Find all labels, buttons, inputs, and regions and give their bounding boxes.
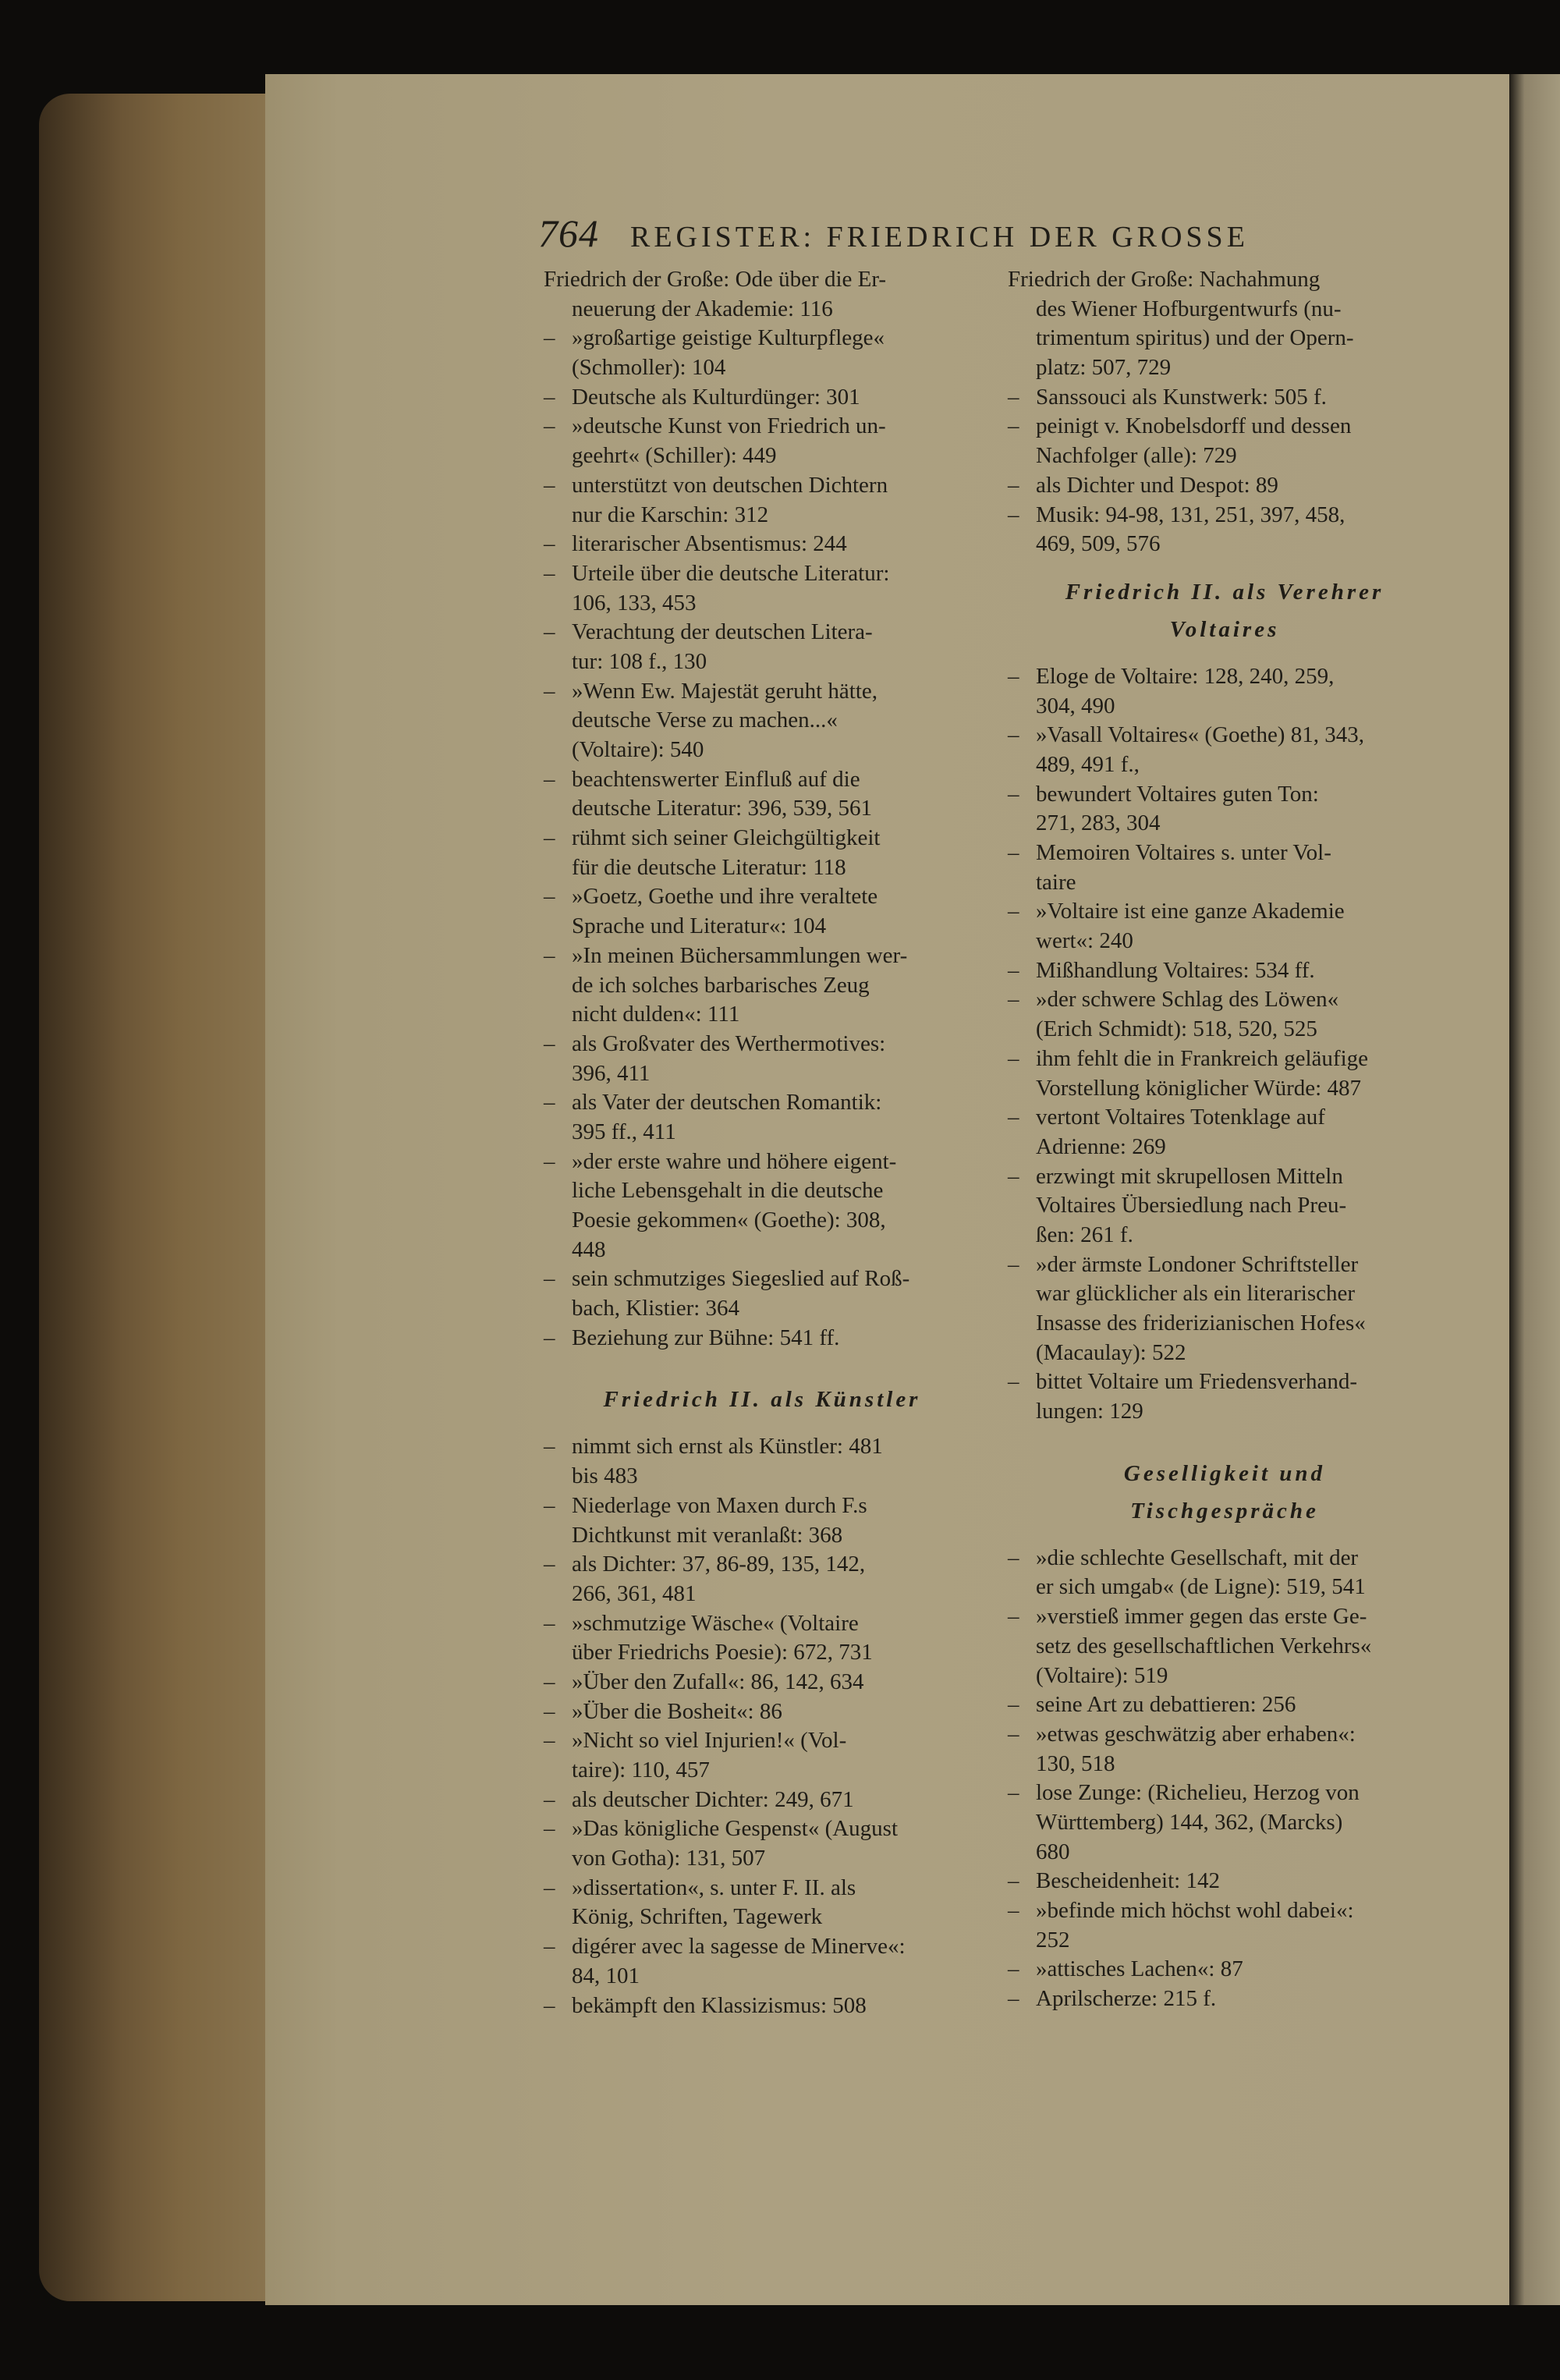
page-title: REGISTER: FRIEDRICH DER GROSSE — [630, 221, 1249, 254]
entry-line: (Voltaire): 519 — [1036, 1662, 1168, 1688]
entry-line — [544, 1030, 980, 1059]
left-column — [544, 265, 980, 2020]
entry-text: Beziehung zur Bühne: 541 ff. — [572, 1325, 840, 1350]
entry-dash: – — [544, 1816, 555, 1842]
entry-dash: – — [1008, 1956, 1019, 1982]
entry-text: »deutsche Kunst von Friedrich un- — [572, 413, 886, 439]
entry-text: Sanssouci als Kunstwerk: 505 f. — [1036, 384, 1327, 410]
entry-text: »Goetz, Goethe und ihre veraltete — [572, 884, 878, 910]
entry-text: beachtenswerter Einfluß auf die — [572, 766, 860, 792]
entry-text: als Dichter: 37, 86-89, 135, 142, — [572, 1552, 866, 1577]
entry-dash: – — [1008, 384, 1019, 410]
entry-text: Urteile über die deutsche Literatur: — [572, 560, 890, 586]
entry-line — [1008, 1896, 1441, 1926]
entry-line — [1008, 985, 1441, 1015]
entry-line — [544, 618, 980, 647]
entry-line — [1008, 1985, 1441, 2014]
section-gap — [1008, 1427, 1441, 1455]
entry-text: Aprilscherze: 215 f. — [1036, 1986, 1217, 2012]
entry-line — [1008, 1602, 1441, 1632]
entry-dash: – — [544, 678, 555, 704]
entry-text: nimmt sich ernst als Künstler: 481 — [572, 1434, 883, 1460]
entry-line: 266, 361, 481 — [572, 1580, 697, 1606]
entry-text: ihm fehlt die in Frankreich geläufige — [1036, 1045, 1368, 1071]
entry-text: »Wenn Ew. Majestät geruht hätte, — [572, 678, 878, 704]
entry-text: peinigt v. Knobelsdorff und dessen — [1036, 413, 1352, 439]
entry-line: Voltaires Übersiedlung nach Preu- — [1036, 1193, 1347, 1218]
entry-line: nur die Karschin: 312 — [572, 502, 769, 527]
entry-dash: – — [544, 1552, 555, 1577]
entry-text: Mißhandlung Voltaires: 534 ff. — [1036, 957, 1315, 983]
entry-line — [544, 559, 980, 589]
entry-dash: – — [544, 384, 555, 410]
entry-text: Memoiren Voltaires s. unter Vol- — [1036, 840, 1331, 865]
entry-dash: – — [544, 1728, 555, 1754]
entry-line: Sprache und Literatur«: 104 — [572, 913, 827, 939]
entry-line: für die deutsche Literatur: 118 — [572, 854, 846, 880]
entry-text: digérer avec la sagesse de Minerve«: — [572, 1934, 906, 1960]
entry-line: (Schmoller): 104 — [572, 355, 726, 381]
entry-dash: – — [544, 1669, 555, 1694]
entry-line: liche Lebensgehalt in die deutsche — [572, 1178, 884, 1204]
entry-line — [1008, 1162, 1441, 1192]
entry-dash: – — [544, 413, 555, 439]
entry-dash: – — [544, 1698, 555, 1724]
book-page-edges — [39, 94, 273, 2301]
entry-dash: – — [1008, 502, 1019, 527]
entry-dash: – — [544, 531, 555, 557]
entry-line: setz des gesellschaftlichen Verkehrs« — [1036, 1633, 1372, 1658]
entry-line — [1008, 1867, 1441, 1896]
entry-line: deutsche Literatur: 396, 539, 561 — [572, 796, 872, 821]
entry-dash: – — [1008, 957, 1019, 983]
entry-line: geehrt« (Schiller): 449 — [572, 443, 777, 469]
entry-line — [1008, 721, 1441, 750]
entry-line — [1008, 1367, 1441, 1397]
entry-dash: – — [1008, 1105, 1019, 1130]
entry-dash: – — [1008, 1251, 1019, 1277]
entry-text: »Vasall Voltaires« (Goethe) 81, 343, — [1036, 722, 1364, 748]
entry-line: Poesie gekommen« (Goethe): 308, — [572, 1208, 886, 1233]
entry-text: »In meinen Büchersammlungen wer- — [572, 942, 908, 968]
entry-dash: – — [1008, 722, 1019, 748]
entry-line — [1008, 897, 1441, 927]
section-heading-kuenstler: Friedrich II. als Künstler — [603, 1387, 921, 1413]
entry-text: lose Zunge: (Richelieu, Herzog von — [1036, 1780, 1360, 1806]
entry-line: taire — [1036, 869, 1076, 895]
entry-text: seine Art zu debattieren: 256 — [1036, 1692, 1296, 1718]
entry-text: »der schwere Schlag des Löwen« — [1036, 987, 1339, 1013]
entry-dash: – — [544, 825, 555, 851]
entry-line: über Friedrichs Poesie): 672, 731 — [572, 1640, 873, 1665]
entry-line — [544, 1814, 980, 1844]
entry-text: Eloge de Voltaire: 128, 240, 259, — [1036, 663, 1335, 689]
entry-dash: – — [1008, 1604, 1019, 1630]
entry-line — [544, 1432, 980, 1462]
entry-line — [544, 824, 980, 853]
entry-dash: – — [544, 325, 555, 351]
entry-line: er sich umgab« (de Ligne): 519, 541 — [1036, 1574, 1366, 1600]
section-heading-voltaires: Voltaires — [1169, 616, 1280, 642]
entry-dash: – — [1008, 1868, 1019, 1894]
entry-dash: – — [544, 1090, 555, 1116]
entry-line — [544, 324, 980, 353]
entry-line — [544, 471, 980, 501]
section-gap — [1008, 648, 1441, 662]
section-heading-tischgespraeche: Tischgespräche — [1130, 1498, 1319, 1523]
entry-line — [1008, 780, 1441, 810]
entry-line — [544, 1697, 980, 1727]
entry-text: erzwingt mit skrupellosen Mitteln — [1036, 1163, 1343, 1189]
entry-line — [1008, 412, 1441, 442]
entry-line: lungen: 129 — [1036, 1399, 1143, 1424]
entry-line: 489, 491 f., — [1036, 751, 1140, 777]
entry-line — [544, 1491, 980, 1521]
entry-line: de ich solches barbarisches Zeug — [572, 972, 870, 998]
entry-line — [544, 1932, 980, 1962]
entry-dash: – — [1008, 1721, 1019, 1747]
entry-dash: – — [1008, 1163, 1019, 1189]
entry-line: bis 483 — [572, 1463, 638, 1489]
entry-dash: – — [544, 1492, 555, 1518]
entry-line — [1008, 956, 1441, 986]
entry-text: bewundert Voltaires guten Ton: — [1036, 781, 1319, 807]
entry-text: literarischer Absentismus: 244 — [572, 531, 847, 557]
entry-text: bekämpft den Klassizismus: 508 — [572, 1992, 867, 2018]
section-gap — [544, 1353, 980, 1381]
entry-line: wert«: 240 — [1036, 928, 1133, 954]
entry-line: (Voltaire): 540 — [572, 737, 704, 762]
entry-dash: – — [544, 766, 555, 792]
entry-text: rühmt sich seiner Gleichgültigkeit — [572, 825, 881, 851]
entry-text: »der erste wahre und höhere eigent- — [572, 1148, 897, 1174]
entry-line — [1008, 839, 1441, 868]
entry-dash: – — [1008, 899, 1019, 924]
entry-text: Verachtung der deutschen Litera- — [572, 619, 873, 645]
entry-text: Musik: 94-98, 131, 251, 397, 458, — [1036, 502, 1346, 527]
entry-line — [544, 1609, 980, 1639]
entry-dash: – — [544, 1934, 555, 1960]
entry-dash: – — [544, 1030, 555, 1056]
entry-head-line: Friedrich der Große: Ode über die Er- — [544, 267, 887, 292]
entry-dash: – — [544, 1610, 555, 1636]
entry-text: »befinde mich höchst wohl dabei«: — [1036, 1898, 1354, 1923]
section-heading-geselligkeit: Geselligkeit und — [1123, 1460, 1326, 1486]
entry-line — [544, 1264, 980, 1294]
entry-text: »großartige geistige Kulturpflege« — [572, 325, 885, 351]
entry-line: nicht dulden«: 111 — [572, 1002, 740, 1027]
entry-line: des Wiener Hofburgentwurfs (nu- — [1036, 296, 1342, 321]
entry-line — [544, 1874, 980, 1903]
entry-text: als Dichter und Despot: 89 — [1036, 472, 1278, 498]
entry-line: Insasse des friderizianischen Hofes« — [1036, 1311, 1366, 1335]
section-gap — [544, 1418, 980, 1432]
entry-dash: – — [1008, 1045, 1019, 1071]
entry-text: Niederlage von Maxen durch F.s — [572, 1492, 867, 1518]
entry-dash: – — [1008, 781, 1019, 807]
section-heading-verehrer: Friedrich II. als Verehrer — [1065, 579, 1384, 605]
entry-line — [544, 1786, 980, 1815]
entry-line — [1008, 1779, 1441, 1808]
entry-text: »Das königliche Gespenst« (August — [572, 1816, 899, 1842]
entry-line: ßen: 261 f. — [1036, 1222, 1133, 1247]
entry-line: tur: 108 f., 130 — [572, 648, 707, 674]
entry-dash: – — [1008, 1692, 1019, 1718]
entry-line: (Macaulay): 522 — [1036, 1339, 1186, 1365]
entry-line: war glücklicher als ein literarischer — [1036, 1281, 1356, 1307]
entry-line — [544, 1088, 980, 1118]
entry-line — [1008, 1955, 1441, 1985]
entry-line — [544, 882, 980, 912]
entry-dash: – — [544, 1325, 555, 1350]
entry-dash: – — [544, 1434, 555, 1460]
entry-line: 130, 518 — [1036, 1750, 1115, 1776]
entry-line: trimentum spiritus) und der Opern- — [1036, 325, 1354, 351]
section-gap — [1008, 559, 1441, 573]
entry-line: taire): 110, 457 — [572, 1758, 710, 1782]
entry-text: als deutscher Dichter: 249, 671 — [572, 1786, 854, 1812]
entry-dash: – — [544, 942, 555, 968]
entry-head-line: Friedrich der Große: Nachahmung — [1008, 267, 1321, 292]
entry-line — [544, 530, 980, 559]
entry-line: Adrienne: 269 — [1036, 1133, 1166, 1159]
entry-line — [544, 1668, 980, 1697]
entry-text: sein schmutziges Siegeslied auf Roß- — [572, 1266, 910, 1292]
entry-text: »Voltaire ist eine ganze Akademie — [1036, 899, 1345, 924]
entry-line: König, Schriften, Tagewerk — [572, 1904, 823, 1930]
entry-line: 396, 411 — [572, 1060, 651, 1086]
entry-line: Dichtkunst mit veranlaßt: 368 — [572, 1522, 843, 1548]
entry-line — [544, 942, 980, 971]
entry-line: 106, 133, 453 — [572, 590, 697, 615]
entry-line: 84, 101 — [572, 1963, 640, 1988]
entry-line — [1008, 1720, 1441, 1750]
entry-line — [1008, 1690, 1441, 1720]
page-header — [538, 211, 1349, 265]
entry-text: »der ärmste Londoner Schriftsteller — [1036, 1251, 1359, 1277]
entry-dash: – — [544, 1992, 555, 2018]
entry-dash: – — [544, 560, 555, 586]
entry-dash: – — [544, 472, 555, 498]
entry-dash: – — [1008, 1369, 1019, 1395]
entry-line — [544, 765, 980, 795]
entry-dash: – — [544, 619, 555, 645]
facing-page-edge — [1509, 74, 1560, 2305]
entry-line — [1008, 1045, 1441, 1074]
entry-line: 271, 283, 304 — [1036, 810, 1161, 836]
entry-dash: – — [544, 884, 555, 910]
entry-line — [544, 412, 980, 442]
entry-dash: – — [1008, 472, 1019, 498]
entry-line — [544, 677, 980, 707]
entry-line: Vorstellung königlicher Würde: 487 — [1036, 1075, 1361, 1101]
entry-line — [544, 1147, 980, 1177]
entry-line — [544, 1726, 980, 1756]
entry-line — [544, 1324, 980, 1353]
entry-line — [1008, 662, 1441, 692]
entry-text: Deutsche als Kulturdünger: 301 — [572, 384, 860, 410]
entry-line: 395 ff., 411 — [572, 1119, 676, 1144]
entry-line: Nachfolger (alle): 729 — [1036, 443, 1237, 469]
entry-dash: – — [1008, 1898, 1019, 1923]
entry-line: platz: 507, 729 — [1036, 355, 1172, 381]
entry-line — [1008, 1544, 1441, 1573]
entry-text: »dissertation«, s. unter F. II. als — [572, 1875, 856, 1900]
entry-line — [544, 1992, 980, 2021]
entry-line — [1008, 1250, 1441, 1280]
entry-dash: – — [544, 1786, 555, 1812]
entry-line: neuerung der Akademie: 116 — [572, 296, 833, 321]
entry-dash: – — [1008, 1545, 1019, 1570]
entry-line: deutsche Verse zu machen...« — [572, 708, 838, 733]
entry-text: »attisches Lachen«: 87 — [1036, 1956, 1243, 1982]
entry-line — [1008, 383, 1441, 413]
entry-dash: – — [544, 1266, 555, 1292]
entry-text: bittet Voltaire um Friedensverhand- — [1036, 1369, 1358, 1395]
entry-line — [544, 1550, 980, 1580]
entry-line: von Gotha): 131, 507 — [572, 1846, 766, 1871]
entry-dash: – — [1008, 1780, 1019, 1806]
entry-line: 252 — [1036, 1927, 1070, 1953]
entry-line — [1008, 1103, 1441, 1133]
entry-line — [544, 383, 980, 413]
entry-text: »die schlechte Gesellschaft, mit der — [1036, 1545, 1359, 1570]
entry-line: (Erich Schmidt): 518, 520, 525 — [1036, 1016, 1317, 1042]
entry-text: als Großvater des Werthermotives: — [572, 1030, 886, 1056]
entry-line: 304, 490 — [1036, 693, 1115, 718]
entry-dash: – — [1008, 840, 1019, 865]
page-number: 764 — [538, 211, 599, 255]
entry-line — [1008, 501, 1441, 530]
section-gap — [1008, 1530, 1441, 1544]
entry-text: unterstützt von deutschen Dichtern — [572, 472, 888, 498]
entry-text: »Über den Zufall«: 86, 142, 634 — [572, 1669, 864, 1694]
entry-dash: – — [1008, 1986, 1019, 2012]
entry-text: Bescheidenheit: 142 — [1036, 1868, 1220, 1894]
entry-line: 448 — [572, 1236, 606, 1262]
entry-dash: – — [1008, 413, 1019, 439]
entry-line: bach, Klistier: 364 — [572, 1296, 740, 1321]
entry-text: »Über die Bosheit«: 86 — [572, 1698, 782, 1724]
entry-text: »verstieß immer gegen das erste Ge- — [1036, 1604, 1367, 1630]
entry-text: als Vater der deutschen Romantik: — [572, 1090, 882, 1116]
entry-text: »etwas geschwätzig aber erhaben«: — [1036, 1721, 1356, 1747]
entry-text: »Nicht so viel Injurien!« (Vol- — [572, 1728, 847, 1754]
entry-dash: – — [544, 1875, 555, 1900]
entry-dash: – — [1008, 987, 1019, 1013]
entry-text: »schmutzige Wäsche« (Voltaire — [572, 1610, 859, 1636]
entry-line — [1008, 471, 1441, 501]
entry-line: Württemberg) 144, 362, (Marcks) — [1036, 1809, 1343, 1835]
entry-dash: – — [544, 1148, 555, 1174]
entry-line: 469, 509, 576 — [1036, 531, 1161, 557]
entry-line: 680 — [1036, 1839, 1070, 1864]
right-column — [1008, 265, 1441, 2014]
entry-text: vertont Voltaires Totenklage auf — [1036, 1105, 1325, 1130]
entry-dash: – — [1008, 663, 1019, 689]
